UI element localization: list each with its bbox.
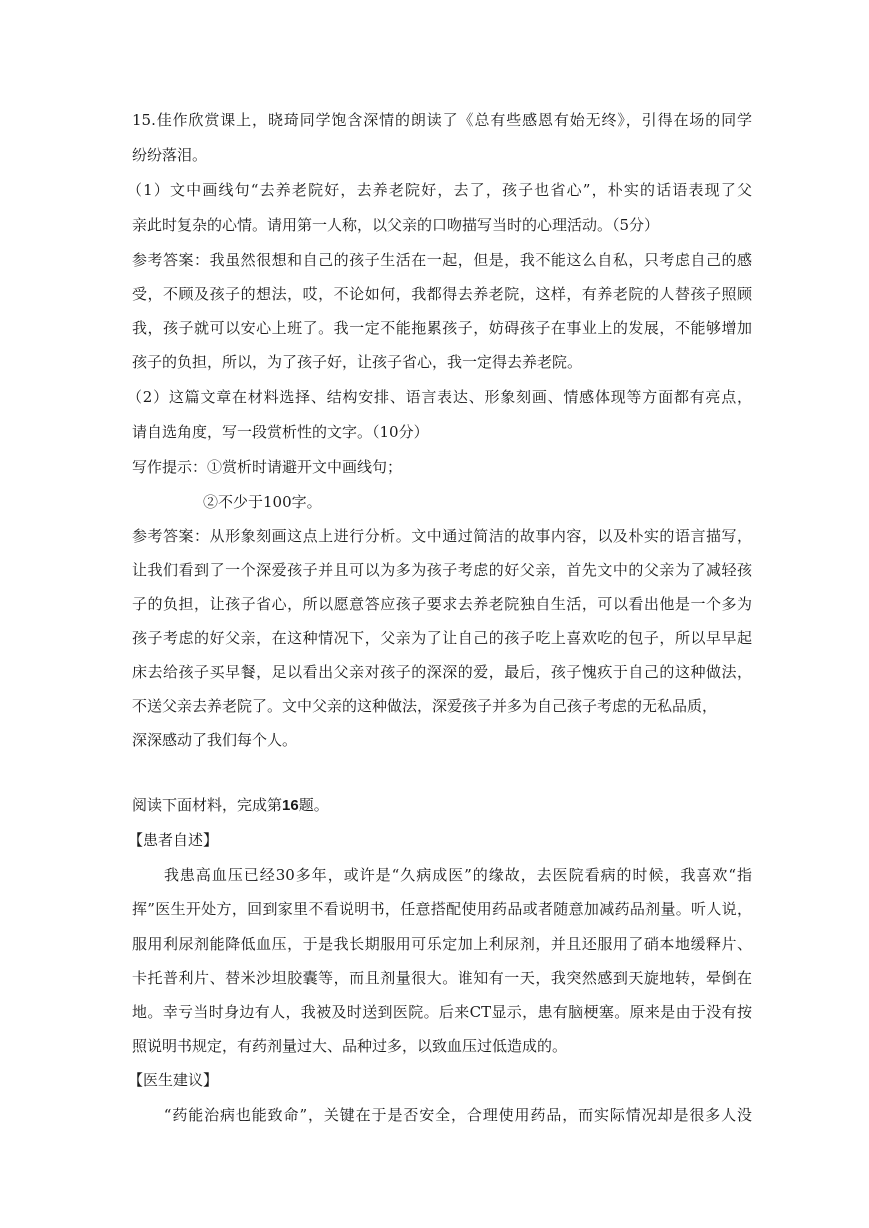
q15-answer2-line-2: 让我们看到了一个深爱孩子并且可以为多为孩子考虑的好父亲，首先文中的父亲为了减轻孩 (132, 561, 752, 579)
q15-answer1-line-2: 受，不顾及孩子的想法，哎，不论如何，我都得去养老院，这样，有养老院的人替孩子照顾 (132, 285, 752, 303)
patient-statement-heading: 【患者自述】 (128, 831, 219, 849)
q15-sub2-line-2: 请自选角度，写一段赏析性的文字。（10分） (132, 423, 429, 441)
doctor-advice-heading: 【医生建议】 (128, 1071, 219, 1089)
q15-writing-tip-line-1: 写作提示：①赏析时请避开文中画线句； (132, 458, 403, 476)
patient-statement-line-6: 照说明书规定，有药剂量过大、品种过多，以致血压过低造成的。 (132, 1037, 568, 1055)
q15-answer2-line-5: 床去给孩子买早餐，足以看出父亲对孩子的深深的爱，最后，孩子愧疚于自己的这种做法， (132, 663, 752, 681)
q15-answer2-line-4: 孩子考虑的好父亲，在这种情况下，父亲为了让自己的孩子吃上喜欢吃的包子，所以早早起 (132, 629, 752, 647)
q15-answer2-line-1: 参考答案：从形象刻画这点上进行分析。文中通过简洁的故事内容，以及朴实的语言描写， (132, 527, 752, 545)
q16-intro-prefix: 阅读下面材料，完成第 (132, 796, 283, 814)
patient-statement-line-1: 我患高血压已经30多年，或许是“久病成医”的缘故，去医院看病的时候，我喜欢“指 (132, 866, 752, 884)
patient-statement-line-2: 挥”医生开处方，回到家里不看说明书，任意搭配使用药品或者随意加减药品剂量。听人说， (132, 900, 752, 918)
patient-statement-line-5: 地。幸亏当时身边有人，我被及时送到医院。后来CT显示，患有脑梗塞。原来是由于没有按 (132, 1003, 752, 1021)
doctor-advice-line-1: “药能治病也能致命”，关键在于是否安全，合理使用药品，而实际情况却是很多人没 (132, 1106, 752, 1124)
patient-statement-line-3: 服用利尿剂能降低血压，于是我长期服用可乐定加上利尿剂，并且还服用了硝本地缓释片、 (132, 935, 752, 953)
q15-sub1-line-2: 亲此时复杂的心情。请用第一人称，以父亲的口吻描写当时的心理活动。（5分） (132, 216, 660, 234)
q15-answer1-line-3: 我，孩子就可以安心上班了。我一定不能拖累孩子，妨碍孩子在事业上的发展，不能够增加 (132, 319, 752, 337)
patient-statement-line-4: 卡托普利片、替米沙坦胶囊等，而且剂量很大。谁知有一天，我突然感到天旋地转，晕倒在 (132, 969, 752, 987)
q15-answer2-line-3: 子的负担，让孩子省心，所以愿意答应孩子要求去养老院独自生活，可以看出他是一个多为 (132, 595, 752, 613)
q15-question-line-2: 纷纷落泪。 (132, 146, 208, 164)
q15-question-line-1: 15.佳作欣赏课上，晓琦同学饱含深情的朗读了《总有些感恩有始无终》，引得在场的同学 (132, 111, 752, 129)
q15-answer1-line-1: 参考答案：我虽然很想和自己的孩子生活在一起，但是，我不能这么自私，只考虑自己的感 (132, 251, 752, 269)
q15-answer2-line-7: 深深感动了我们每个人。 (132, 731, 298, 749)
q15-answer2-line-6: 不送父亲去养老院了。文中父亲的这种做法，深爱孩子并多为自己孩子考虑的无私品质， (132, 697, 718, 715)
q16-intro-suffix: 题。 (298, 796, 329, 814)
q16-intro (132, 794, 752, 817)
q15-writing-tip-line-2: ②不少于100字。 (203, 493, 322, 511)
q16-intro-number: 16 (282, 797, 299, 814)
q15-sub2-line-1: （2）这篇文章在材料选择、结构安排、语言表达、形象刻画、情感体现等方面都有亮点， (127, 388, 752, 406)
q15-sub1-line-1: （1）文中画线句“去养老院好，去养老院好，去了，孩子也省心”，朴实的话语表现了父 (127, 181, 752, 199)
q15-answer1-line-4: 孩子的负担，所以，为了孩子好，让孩子省心，我一定得去养老院。 (132, 353, 583, 371)
